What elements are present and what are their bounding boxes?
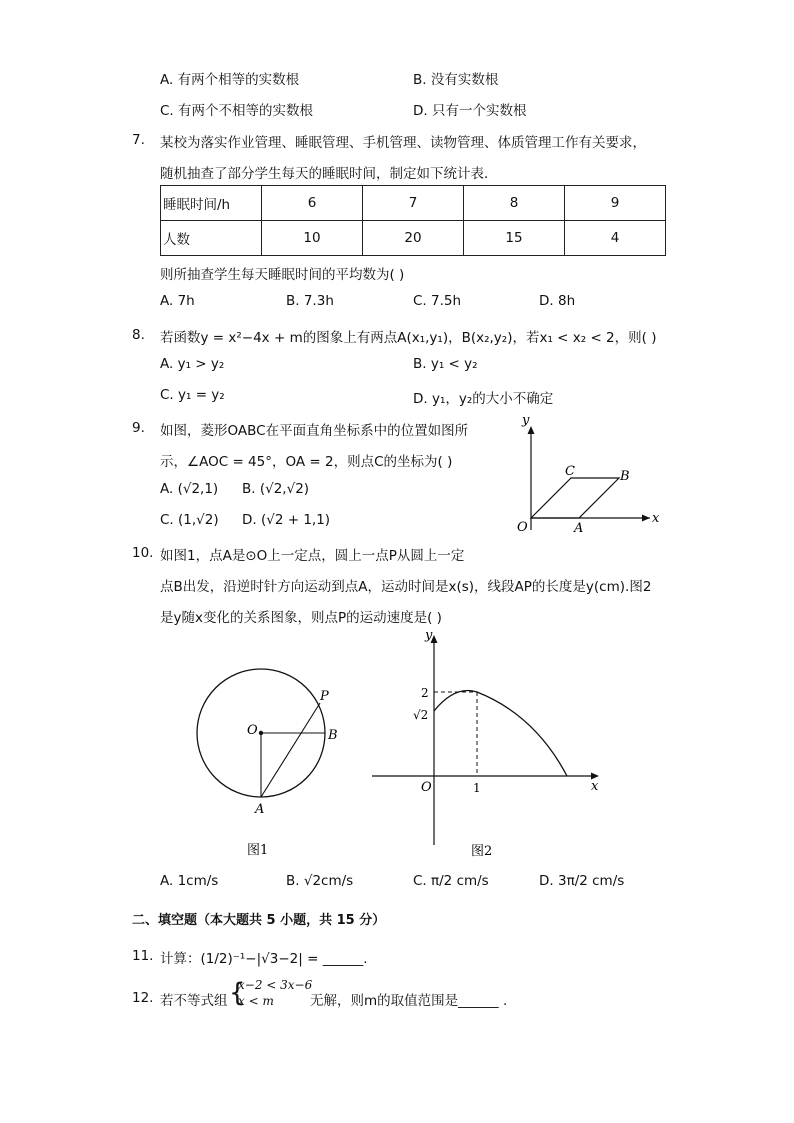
fig9-label-x: x xyxy=(652,511,660,526)
q7-number: 7. xyxy=(132,132,145,148)
q10-stem-line3: 是y随x变化的关系图象，则点P的运动速度是( ) xyxy=(160,610,442,626)
q6-option-b: B. 没有实数根 xyxy=(413,72,499,88)
table-row-label-hours: 睡眠时间/h xyxy=(161,186,262,221)
section-2-title: 二、填空题（本大题共 5 小题，共 15 分） xyxy=(132,913,386,928)
q8-number: 8. xyxy=(132,327,145,343)
q8-option-b: B. y₁ < y₂ xyxy=(413,356,478,372)
q10-option-a: A. 1cm/s xyxy=(160,873,219,889)
q9-option-d: D. (√2 + 1,1) xyxy=(242,512,331,528)
q9-option-c: C. (1,√2) xyxy=(160,512,219,528)
q7-stem-line1: 某校为落实作业管理、睡眠管理、手机管理、读物管理、体质管理工作有关要求， xyxy=(160,135,646,151)
table-row xyxy=(161,186,666,221)
q9-option-a: A. (√2,1) xyxy=(160,481,219,497)
q12-stem-post: 无解，则m的取值范围是______ . xyxy=(310,993,508,1009)
circle-figure-1 xyxy=(185,660,345,860)
fig1-label-a: A xyxy=(255,802,265,817)
q9-option-b: B. (√2,√2) xyxy=(242,481,310,497)
fig2-caption: 图2 xyxy=(471,844,493,859)
q6-option-a: A. 有两个相等的实数根 xyxy=(160,72,300,88)
table-cell: 15 xyxy=(464,221,565,256)
fig1-label-o: O xyxy=(247,723,258,738)
q11-number: 11. xyxy=(132,948,154,964)
q10-option-d: D. 3π/2 cm/s xyxy=(539,873,625,889)
center-point-o xyxy=(259,731,263,735)
q8-option-c: C. y₁ = y₂ xyxy=(160,387,225,403)
rhombus-figure xyxy=(500,410,670,540)
rhombus-oabc xyxy=(531,478,619,518)
q12-brace: { xyxy=(229,978,246,1008)
fig2-label-sqrt2: √2 xyxy=(413,708,429,722)
q8-stem: 若函数y = x²−4x + m的图象上有两点A(x₁,y₁)，B(x₂,y₂)，若x₁ < x₂ < 2，则( ) xyxy=(160,330,657,346)
table-cell: 7 xyxy=(363,186,464,221)
table-row-label-count: 人数 xyxy=(161,221,262,256)
q10-stem-line2: 点B出发，沿逆时针方向运动到点A，运动时间是x(s)，线段AP的长度是y(cm).图2 xyxy=(160,579,652,595)
q10-option-b: B. √2cm/s xyxy=(286,873,354,889)
q6-option-c: C. 有两个不相等的实数根 xyxy=(160,103,314,119)
q10-stem-line1: 如图1，点A是⊙O上一定点，圆上一点P从圆上一定 xyxy=(160,548,465,564)
fig1-caption: 图1 xyxy=(247,843,269,858)
q12-number: 12. xyxy=(132,990,154,1006)
q9-stem-line2: 示，∠AOC = 45°，OA = 2，则点C的坐标为( ) xyxy=(160,454,453,470)
graph-figure-2 xyxy=(365,625,615,865)
fig9-label-y: y xyxy=(522,413,530,428)
q8-option-d: D. y₁，y₂的大小不确定 xyxy=(413,391,554,407)
q9-stem-line1: 如图，菱形OABC在平面直角坐标系中的位置如图所 xyxy=(160,423,469,439)
fig9-label-a: A xyxy=(574,521,584,536)
fig9-label-b: B xyxy=(620,469,630,484)
q7-stem-line2: 随机抽查了部分学生每天的睡眠时间，制定如下统计表． xyxy=(160,166,498,182)
fig1-label-p: P xyxy=(320,689,329,704)
q12-inequality-1: x−2 < 3x−6 xyxy=(238,978,313,992)
q7-option-a: A. 7h xyxy=(160,293,195,309)
q7-option-d: D. 8h xyxy=(539,293,576,309)
fig2-label-x: x xyxy=(591,779,599,794)
segment-ap xyxy=(261,703,320,797)
fig2-label-y: y xyxy=(425,628,433,643)
table-cell: 8 xyxy=(464,186,565,221)
table-cell: 6 xyxy=(262,186,363,221)
table-cell: 9 xyxy=(565,186,666,221)
q10-option-c: C. π/2 cm/s xyxy=(413,873,489,889)
q10-number: 10. xyxy=(132,545,154,561)
fig2-label-o: O xyxy=(421,780,432,795)
table-cell: 4 xyxy=(565,221,666,256)
q9-number: 9. xyxy=(132,420,145,436)
fig2-curve xyxy=(434,691,567,776)
table-cell: 10 xyxy=(262,221,363,256)
sleep-stat-table xyxy=(160,185,666,256)
q8-option-a: A. y₁ > y₂ xyxy=(160,356,225,372)
q7-question: 则所抽查学生每天睡眠时间的平均数为( ) xyxy=(160,267,405,283)
q11-stem: 计算：(1/2)⁻¹−|√3−2| = ______. xyxy=(160,951,368,967)
x-axis-arrow xyxy=(642,515,650,522)
q7-option-c: C. 7.5h xyxy=(413,293,462,309)
q12-stem-pre: 若不等式组 xyxy=(160,993,228,1009)
q7-option-b: B. 7.3h xyxy=(286,293,334,309)
fig9-label-c: C xyxy=(565,464,575,479)
fig9-label-o: O xyxy=(517,520,528,535)
table-row xyxy=(161,221,666,256)
fig2-label-one: 1 xyxy=(473,781,481,795)
fig1-label-b: B xyxy=(328,728,338,743)
q12-inequality-2: x < m xyxy=(238,994,274,1008)
q6-option-d: D. 只有一个实数根 xyxy=(413,103,527,119)
fig2-label-two: 2 xyxy=(421,686,429,700)
table-cell: 20 xyxy=(363,221,464,256)
